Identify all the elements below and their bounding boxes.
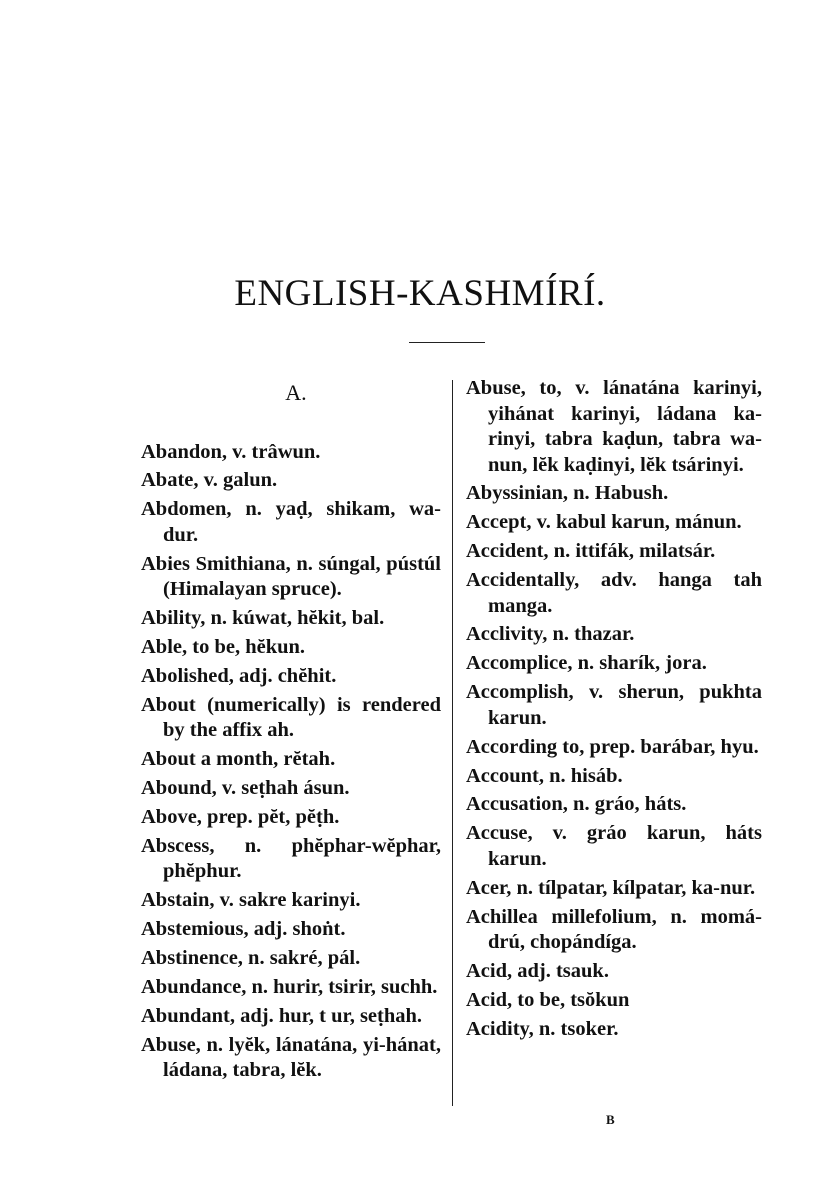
dictionary-entry: Abundance, n. hurir, tsirir, suchh. [141, 975, 438, 998]
signature-mark: B [606, 1112, 616, 1127]
dictionary-entry: Abstemious, adj. shoṅt. [141, 918, 346, 941]
dictionary-entry: Abuse, n. lyĕk, lánatána, yi-hánat, ládana, tabra, lĕk. [141, 1033, 441, 1082]
dictionary-entry: Accidentally, adv. hanga tah manga. [466, 569, 762, 617]
dictionary-entry: Achillea millefolium, n. momá-drú, chopándíga. [466, 905, 762, 954]
dictionary-entry: Accuse, v. gráo karun, háts karun. [466, 822, 762, 870]
dictionary-entry: Abandon, v. trâwun. [141, 440, 321, 463]
dictionary-entry: Accept, v. kabul karun, mánun. [466, 511, 742, 534]
dictionary-entry: Accident, n. ittifák, milatsár. [466, 540, 716, 563]
right-column [466, 376, 762, 1046]
dictionary-entry: Abstain, v. sakre karinyi. [141, 889, 361, 912]
dictionary-entry: About (numerically) is rendered by the affix ah. [141, 693, 441, 742]
dictionary-entry: Accomplice, n. sharík, jora. [466, 652, 707, 675]
dictionary-entry: Abolished, adj. chĕhit. [141, 664, 337, 687]
dictionary-entry: Account, n. hisáb. [466, 764, 623, 787]
dictionary-entry: Acid, adj. tsauk. [466, 959, 609, 982]
dictionary-entry: Abundant, adj. hur, t ur, seṭhah. [141, 1004, 423, 1027]
dictionary-entry: Acidity, n. tsoker. [466, 1017, 619, 1040]
dictionary-entry: Acer, n. tílpatar, kílpatar, ka-nur. [466, 876, 756, 899]
dictionary-entry: About a month, rĕtah. [141, 748, 336, 771]
column-divider [452, 380, 453, 1106]
dictionary-entry: Abuse, to, v. lánatána karinyi, yihánat karinyi, ládana ka-rinyi, tabra kaḍun, tabra wa-nun, lĕk kaḍinyi, lĕk tsárinyi. [466, 377, 762, 476]
dictionary-entry: Above, prep. pĕt, pĕṭh. [141, 805, 340, 828]
left-column [141, 378, 441, 1087]
title-rule [409, 342, 485, 343]
dictionary-entry: Abies Smithiana, n. súngal, pústúl (Himalayan spruce). [141, 552, 441, 601]
dictionary-entry: Accusation, n. gráo, háts. [466, 793, 687, 816]
dictionary-entry: Ability, n. kúwat, hĕkit, bal. [141, 607, 385, 630]
dictionary-entry: Abyssinian, n. Habush. [466, 482, 669, 505]
dictionary-entry: According to, prep. barábar, hyu. [466, 735, 759, 758]
dictionary-entry: Able, to be, hĕkun. [141, 635, 306, 658]
page-title: ENGLISH-KASHMÍRÍ. [234, 273, 606, 314]
dictionary-entry: Abound, v. seṭhah ásun. [141, 777, 350, 800]
dictionary-entry: Acid, to be, tsŏkun [466, 988, 630, 1011]
section-letter: A. [285, 380, 307, 405]
dictionary-entry: Abdomen, n. yaḍ, shikam, wa-dur. [141, 498, 441, 546]
dictionary-entry: Abstinence, n. sakré, pál. [141, 946, 361, 969]
dictionary-entry: Accomplish, v. sherun, pukhta karun. [466, 681, 762, 729]
dictionary-entry: Abscess, n. phĕphar-wĕphar, phĕphur. [141, 834, 441, 883]
dictionary-entry: Acclivity, n. thazar. [466, 623, 635, 646]
dictionary-entry: Abate, v. galun. [141, 469, 278, 492]
